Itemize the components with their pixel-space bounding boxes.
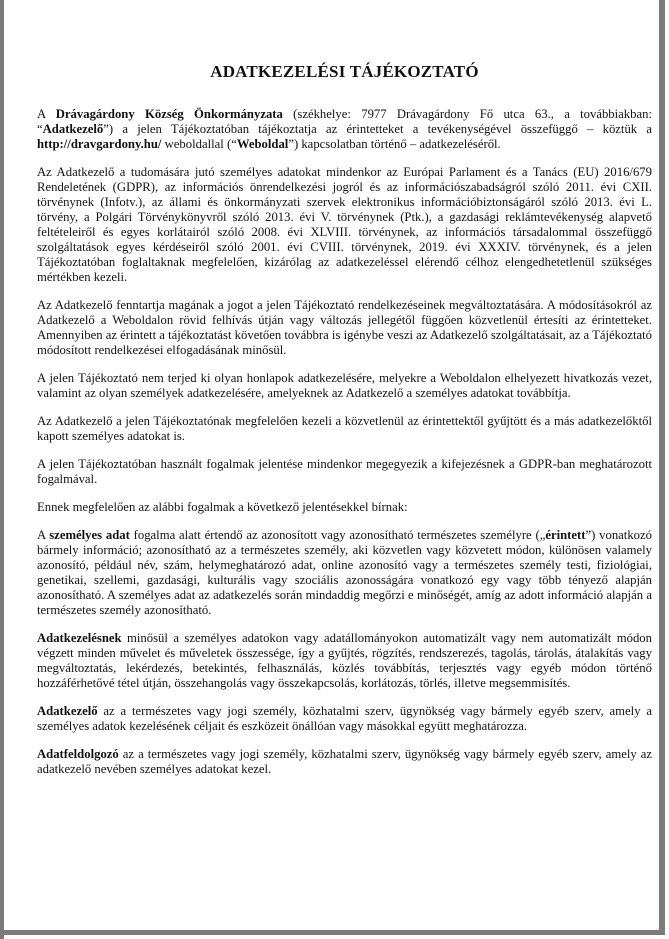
paragraph-1 (37, 107, 652, 152)
text-run: Ennek megfelelően az alábbi fogalmak a következő jelentésekkel bírnak: (37, 500, 408, 514)
text-run: ”) kapcsolatban történő – adatkezeléséről. (288, 137, 501, 151)
page-title: ADATKEZELÉSI TÁJÉKOZTATÓ (210, 62, 479, 81)
paragraph-4 (37, 371, 652, 401)
paragraph-8 (37, 528, 652, 618)
page-border-left (0, 0, 4, 939)
text-run: ”) vonatkozó bármely információ; azonosítható az a természetes személy, aki közvetlen vagy közvetett módon, különösen valamely azonosító, például név, szám, helymeghatározó adat, online azonosító vagy a természetes személy testi, fiziológiai, genetikai, szellemi, gazdasági, kulturális vagy szociális azonosságára vonatkozó egy vagy több tényező alapján azonosítható. A személyes adat az adatkezelés során mindaddig megőrzi e minőségét, amíg az adott információ alapján a természetes személy azonosítható. (37, 528, 652, 617)
bold-term: személyes adat (49, 528, 130, 542)
bold-term: http://dravgardony.hu/ (37, 137, 162, 151)
bold-term: Adatkezelő (42, 122, 104, 136)
paragraph-6 (37, 457, 652, 487)
bold-term: Drávagárdony Község Önkormányzata (55, 107, 283, 121)
text-run: A (37, 107, 56, 121)
text-run: az a természetes vagy jogi személy, közhatalmi szerv, ügynökség vagy bármely egyéb szerv, amely az adatkezelő nevében személyes adatokat kezel. (37, 747, 652, 776)
paragraph-7 (37, 500, 652, 515)
text-run: A jelen Tájékoztató nem terjed ki olyan honlapok adatkezelésére, melyekre a Weboldalon elhelyezett hivatkozás vezet, valamint az olyan személyek adatkezelésére, amelyeknek az Adatkezelő a személyes adatokat továbbítja. (37, 371, 652, 400)
text-run: az a természetes vagy jogi személy, közhatalmi szerv, ügynökség vagy bármely egyéb szerv, amely a személyes adatok kezelésének céljait és eszközeit önállóan vagy másokkal együtt meghatározza. (37, 704, 652, 733)
text-run: fogalma alatt értendő az azonosított vagy azonosítható természetes személyre („ (129, 528, 546, 542)
bold-term: Adatkezelő (37, 704, 98, 718)
text-run: weboldallal (“ (161, 137, 237, 151)
paragraph-2 (37, 165, 652, 285)
text-run: Az Adatkezelő a tudomására jutó személyes adatokat mindenkor az Európai Parlament és a Tanács (EU) 2016/679 Rendeletének (GDPR), az információs önrendelkezési jogról és az információszabadságról szóló 2011. évi CXII. törvénynek (Infotv.), az állami és önkormányzati szervek elektronikus információbiztonságáról szóló 2013. évi L. törvény, a Polgári Törvénykönyvről szóló 2013. évi V. törvénynek (Ptk.), a gazdasági reklámtevékenység alapvető feltételeiről és egyes korlátairól szóló 2008. évi XLVIII. törvénynek, az információs társadalommal összefüggő szolgáltatások egyes kérdéseiről szóló 2001. évi CVIII. törvénynek, 2019. évi XXXIV. törvénynek, és a jelen Tájékoztatóban foglaltaknak megfelelően, kizárólag az adatkezeléssel elérendő célhoz elengedhetetlenül szükséges mértékben kezeli. (37, 165, 652, 284)
bold-term: érintett (545, 528, 586, 542)
bold-term: Weboldal (236, 137, 289, 151)
bold-term: Adatfeldolgozó (37, 747, 119, 761)
text-run: minősül a személyes adatokon vagy adatállományokon automatizált vagy nem automatizált módon végzett minden művelet és műveletek összessége, így a gyűjtés, rögzítés, rendszerezés, tagolás, tárolás, átalakítás vagy megváltoztatás, lekérdezés, betekintés, felhasználás, közlés továbbítás, terjesztés vagy egyéb módon történő hozzáférhetővé tétel útján, összehangolás vagy összekapcsolás, korlátozás, törlés, illetve megsemmisítés. (37, 631, 652, 690)
text-run: ”) a jelen Tájékoztatóban tájékoztatja az érintetteket a tevékenységével összefüggő – köztük a (103, 122, 652, 136)
paragraph-11 (37, 747, 652, 777)
page-border-right (659, 0, 665, 935)
bold-term: Adatkezelésnek (37, 631, 122, 645)
text-run: A (37, 528, 50, 542)
paragraph-5 (37, 414, 652, 444)
paragraph-3 (37, 298, 652, 358)
text-run: A jelen Tájékoztatóban használt fogalmak jelentése mindenkor megegyezik a kifejezésnek a GDPR-ban meghatározott fogalmával. (37, 457, 652, 486)
document-body (37, 107, 652, 790)
page-border-bottom (0, 930, 665, 935)
text-run: Az Adatkezelő fenntartja magának a jogot a jelen Tájékoztató rendelkezéseinek megváltoztatására. A módosításokról az Adatkezelő a Weboldalon rövid felhívás útján vagy változás jellegétől függően közvetlenül értesíti az érintetteket. Amennyiben az érintett a tájékoztatást követően továbbra is igénybe veszi az Adatkezelő szolgáltatásait, az a Tájékoztató módosított rendelkezései elfogadásának minősül. (37, 298, 652, 357)
text-run: Az Adatkezelő a jelen Tájékoztatónak megfelelően kezeli a közvetlenül az érintettektől gyűjtött és a más adatkezelőktől kapott személyes adatokat is. (37, 414, 652, 443)
paragraph-9 (37, 631, 652, 691)
text-run: (székhelye: 7977 Drávagárdony Fő utca 63., a továbbiakban: “ (37, 107, 652, 136)
paragraph-10 (37, 704, 652, 734)
